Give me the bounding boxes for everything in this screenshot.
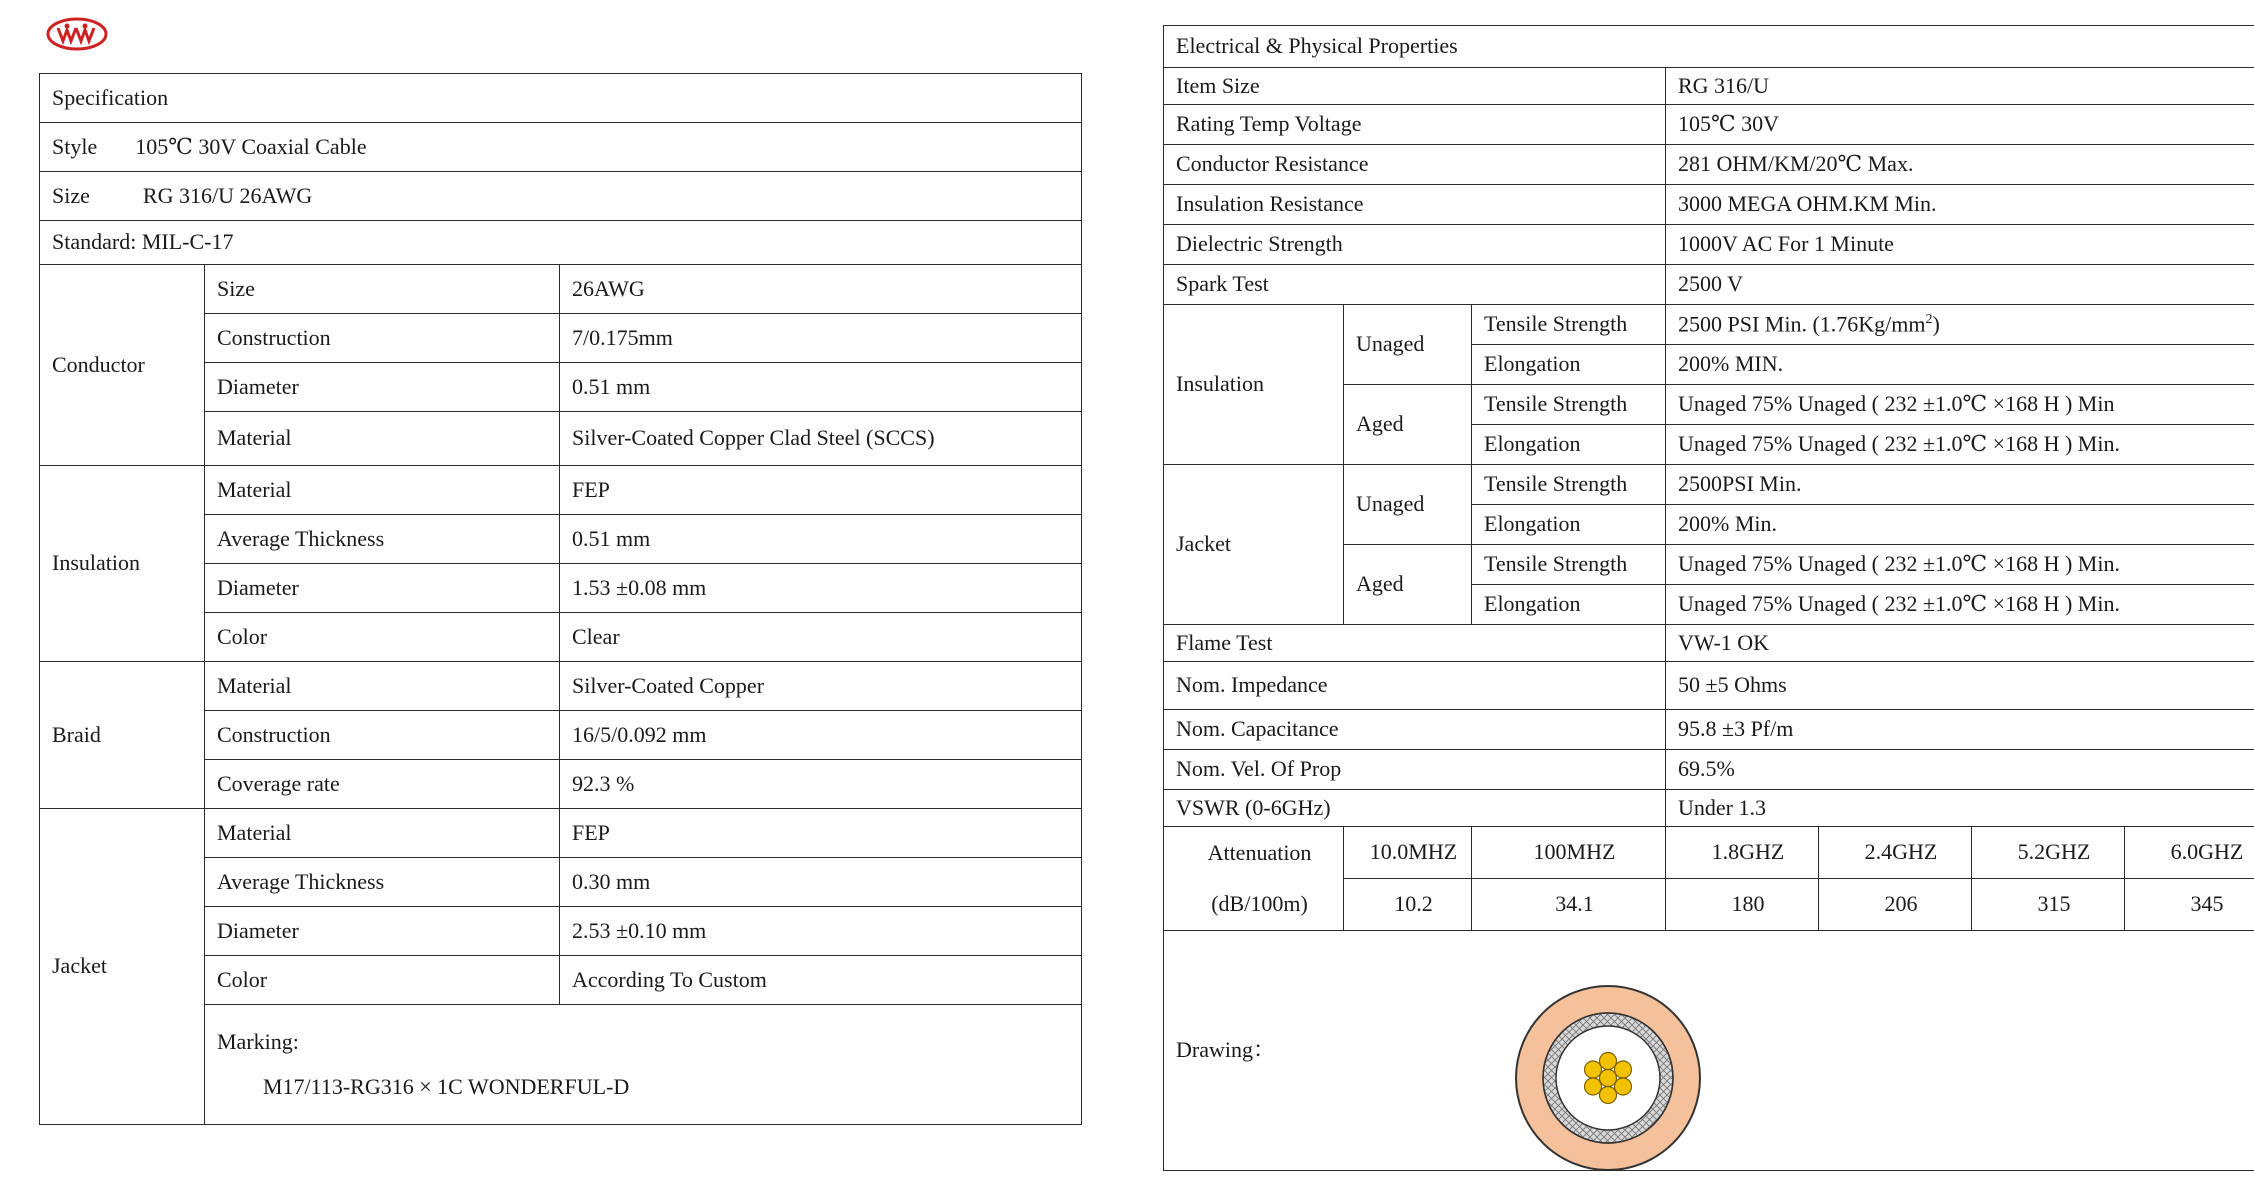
rating-label: Rating Temp Voltage [1164, 105, 1666, 145]
conductor-construction-label: Construction [205, 314, 560, 363]
insulation-resistance-value: 3000 MEGA OHM.KM Min. [1666, 185, 2254, 225]
props-jacket-aged-elong-label: Elongation [1472, 585, 1666, 625]
spec-title: Specification [40, 74, 1082, 123]
props-jacket-aged-tensile-value: Unaged 75% Unaged ( 232 ±1.0℃ ×168 H ) Min. [1666, 545, 2254, 585]
insulation-color-value: Clear [560, 613, 1082, 662]
props-insulation-unaged-tensile-label: Tensile Strength [1472, 305, 1666, 345]
conductor-construction-value: 7/0.175mm [560, 314, 1082, 363]
dielectric-label: Dielectric Strength [1164, 225, 1666, 265]
size-value: RG 316/U 26AWG [142, 182, 313, 208]
jacket-thickness-value: 0.30 mm [560, 858, 1082, 907]
props-insulation-aged-tensile-label: Tensile Strength [1472, 385, 1666, 425]
att-value-6: 345 [2125, 879, 2254, 931]
drawing-cell [1164, 931, 2254, 1171]
cable-cross-section-icon [1513, 983, 1703, 1171]
conductor-diameter-value: 0.51 mm [560, 363, 1082, 412]
jacket-diameter-label: Diameter [205, 907, 560, 956]
attenuation-label: Attenuation [1164, 827, 1344, 879]
att-value-5: 315 [1972, 879, 2125, 931]
impedance-label: Nom. Impedance [1164, 662, 1666, 710]
insulation-thickness-value: 0.51 mm [560, 515, 1082, 564]
velocity-label: Nom. Vel. Of Prop [1164, 750, 1666, 790]
props-insulation-unaged-elong-value: 200% MIN. [1666, 345, 2254, 385]
braid-label: Braid [40, 662, 205, 809]
capacitance-value: 95.8 ±3 Pf/m [1666, 710, 2254, 750]
standard-label: Standard: MIL-C-17 [40, 221, 1082, 265]
velocity-value: 69.5% [1666, 750, 2254, 790]
vswr-value: Under 1.3 [1666, 790, 2254, 827]
props-jacket-unaged-tensile-label: Tensile Strength [1472, 465, 1666, 505]
jacket-thickness-label: Average Thickness [205, 858, 560, 907]
props-jacket-label: Jacket [1164, 465, 1344, 625]
att-value-3: 180 [1666, 879, 1819, 931]
marking-value: M17/113-RG316 × 1C WONDERFUL-D [263, 1073, 630, 1099]
props-insulation-label: Insulation [1164, 305, 1344, 465]
rating-value: 105℃ 30V [1666, 105, 2254, 145]
vswr-label: VSWR (0-6GHz) [1164, 790, 1666, 827]
props-title: Electrical & Physical Properties [1164, 26, 2254, 68]
insulation-color-label: Color [205, 613, 560, 662]
conductor-size-value: 26AWG [560, 265, 1082, 314]
company-logo-icon [46, 16, 108, 52]
braid-construction-label: Construction [205, 711, 560, 760]
att-freq-5: 5.2GHZ [1972, 827, 2125, 879]
props-jacket-aged-elong-value: Unaged 75% Unaged ( 232 ±1.0℃ ×168 H ) Min. [1666, 585, 2254, 625]
braid-coverage-label: Coverage rate [205, 760, 560, 809]
style-value: 105℃ 30V Coaxial Cable [135, 133, 367, 159]
props-jacket-unaged-tensile-value: 2500PSI Min. [1666, 465, 2254, 505]
marking-cell [205, 1005, 1082, 1125]
capacitance-label: Nom. Capacitance [1164, 710, 1666, 750]
props-jacket-unaged: Unaged [1344, 465, 1472, 545]
properties-table [1163, 25, 2254, 1171]
impedance-value: 50 ±5 Ohms [1666, 662, 2254, 710]
conductor-material-label: Material [205, 412, 560, 466]
flame-test-label: Flame Test [1164, 625, 1666, 662]
props-insulation-aged-tensile-value: Unaged 75% Unaged ( 232 ±1.0℃ ×168 H ) Min [1666, 385, 2254, 425]
conductor-material-value: Silver-Coated Copper Clad Steel (SCCS) [560, 412, 1082, 466]
props-jacket-unaged-elong-label: Elongation [1472, 505, 1666, 545]
att-value-1: 10.2 [1344, 879, 1472, 931]
style-label: Style 105℃ 30V Coaxial Cable [40, 123, 205, 172]
insulation-diameter-label: Diameter [205, 564, 560, 613]
props-insulation-unaged: Unaged [1344, 305, 1472, 385]
insulation-diameter-value: 1.53 ±0.08 mm [560, 564, 1082, 613]
insulation-label: Insulation [40, 466, 205, 662]
braid-material-value: Silver-Coated Copper [560, 662, 1082, 711]
braid-material-label: Material [205, 662, 560, 711]
att-value-4: 206 [1819, 879, 1972, 931]
att-value-2: 34.1 [1472, 879, 1666, 931]
props-insulation-aged-elong-label: Elongation [1472, 425, 1666, 465]
jacket-material-value: FEP [560, 809, 1082, 858]
att-freq-2: 100MHZ [1472, 827, 1666, 879]
jacket-material-label: Material [205, 809, 560, 858]
conductor-diameter-label: Diameter [205, 363, 560, 412]
props-insulation-aged-elong-value: Unaged 75% Unaged ( 232 ±1.0℃ ×168 H ) Min. [1666, 425, 2254, 465]
item-size-value: RG 316/U [1666, 68, 2254, 105]
braid-coverage-value: 92.3 % [560, 760, 1082, 809]
props-insulation-unaged-tensile-value: 2500 PSI Min. $(1.76Kg/mm^2)$ [1666, 305, 2254, 345]
spark-test-value: 2500 V [1666, 265, 2254, 305]
props-insulation-unaged-elong-label: Elongation [1472, 345, 1666, 385]
att-freq-4: 2.4GHZ [1819, 827, 1972, 879]
spark-test-label: Spark Test [1164, 265, 1666, 305]
flame-test-value: VW-1 OK [1666, 625, 2254, 662]
conductor-label: Conductor [40, 265, 205, 466]
att-freq-3: 1.8GHZ [1666, 827, 1819, 879]
conductor-resistance-value: 281 OHM/KM/20℃ Max. [1666, 145, 2254, 185]
props-insulation-aged: Aged [1344, 385, 1472, 465]
insulation-thickness-label: Average Thickness [205, 515, 560, 564]
braid-construction-value: 16/5/0.092 mm [560, 711, 1082, 760]
props-jacket-aged-tensile-label: Tensile Strength [1472, 545, 1666, 585]
props-jacket-aged: Aged [1344, 545, 1472, 625]
size-label: Size RG 316/U 26AWG [40, 172, 205, 221]
att-freq-1: 10.0MHZ [1344, 827, 1472, 879]
jacket-color-value: According To Custom [560, 956, 1082, 1005]
att-freq-6: 6.0GHZ [2125, 827, 2254, 879]
insulation-material-label: Material [205, 466, 560, 515]
props-jacket-unaged-elong-value: 200% Min. [1666, 505, 2254, 545]
dielectric-value: 1000V AC For 1 Minute [1666, 225, 2254, 265]
attenuation-unit: (dB/100m) [1164, 879, 1344, 931]
marking-label: Marking: [217, 1029, 299, 1055]
conductor-size-label: Size [205, 265, 560, 314]
jacket-diameter-value: 2.53 ±0.10 mm [560, 907, 1082, 956]
item-size-label: Item Size [1164, 68, 1666, 105]
specification-table [39, 73, 1082, 1125]
insulation-material-value: FEP [560, 466, 1082, 515]
jacket-color-label: Color [205, 956, 560, 1005]
drawing-label: Drawing： [1176, 1037, 1275, 1063]
insulation-resistance-label: Insulation Resistance [1164, 185, 1666, 225]
conductor-resistance-label: Conductor Resistance [1164, 145, 1666, 185]
jacket-label: Jacket [40, 809, 205, 1125]
